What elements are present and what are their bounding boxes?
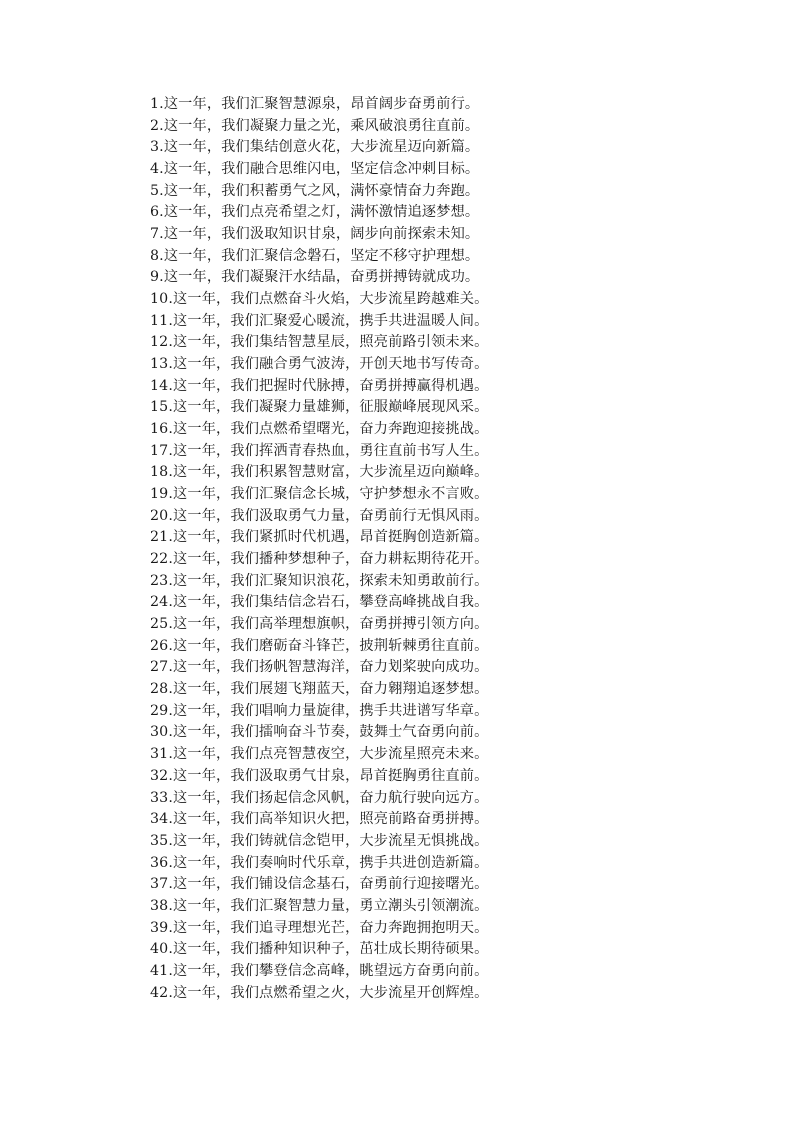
list-item: 38.这一年，我们汇聚智慧力量，勇立潮头引领潮流。 (150, 897, 489, 914)
list-item: 13.这一年，我们融合勇气波涛，开创天地书写传奇。 (150, 356, 489, 373)
list-item: 7.这一年，我们汲取知识甘泉，阔步向前探索未知。 (150, 226, 480, 243)
list-item: 35.这一年，我们铸就信念铠甲，大步流星无惧挑战。 (150, 832, 489, 849)
numbered-line-list (150, 94, 750, 1004)
list-item: 26.这一年，我们磨砺奋斗锋芒，披荆斩棘勇往直前。 (150, 637, 489, 654)
list-item: 34.这一年，我们高举知识火把，照亮前路奋勇拼搏。 (150, 811, 489, 828)
list-item: 18.这一年，我们积累智慧财富，大步流星迈向巅峰。 (150, 464, 489, 481)
list-item: 24.这一年，我们集结信念岩石，攀登高峰挑战自我。 (150, 594, 489, 611)
list-item: 1.这一年，我们汇聚智慧源泉，昂首阔步奋勇前行。 (150, 96, 480, 112)
list-item: 2.这一年，我们凝聚力量之光，乘风破浪勇往直前。 (150, 117, 480, 134)
list-item: 3.这一年，我们集结创意火花，大步流星迈向新篇。 (150, 139, 480, 156)
list-item: 20.这一年，我们汲取勇气力量，奋勇前行无惧风雨。 (150, 507, 489, 524)
list-item: 36.这一年，我们奏响时代乐章，携手共进创造新篇。 (150, 854, 489, 871)
list-item: 19.这一年，我们汇聚信念长城，守护梦想永不言败。 (150, 486, 489, 503)
list-item: 29.这一年，我们唱响力量旋律，携手共进谱写华章。 (150, 702, 489, 719)
list-item: 15.这一年，我们凝聚力量雄狮，征服巅峰展现风采。 (150, 399, 489, 416)
list-item: 39.这一年，我们追寻理想光芒，奋力奔跑拥抱明天。 (150, 919, 489, 936)
list-item: 8.这一年，我们汇聚信念磐石，坚定不移守护理想。 (150, 247, 480, 264)
list-item: 21.这一年，我们紧抓时代机遇，昂首挺胸创造新篇。 (150, 529, 489, 546)
list-item: 23.这一年，我们汇聚知识浪花，探索未知勇敢前行。 (150, 572, 489, 589)
list-item: 33.这一年，我们扬起信念风帆，奋力航行驶向远方。 (150, 789, 489, 806)
list-item: 27.这一年，我们扬帆智慧海洋，奋力划桨驶向成功。 (150, 659, 489, 676)
list-item: 25.这一年，我们高举理想旗帜，奋勇拼搏引领方向。 (150, 616, 489, 633)
list-item: 4.这一年，我们融合思维闪电，坚定信念冲刺目标。 (150, 161, 480, 178)
list-item: 10.这一年，我们点燃奋斗火焰，大步流星跨越难关。 (150, 291, 489, 308)
list-item: 5.这一年，我们积蓄勇气之风，满怀豪情奋力奔跑。 (150, 182, 480, 199)
list-item: 40.这一年，我们播种知识种子，茁壮成长期待硕果。 (150, 941, 489, 958)
list-item: 16.这一年，我们点燃希望曙光，奋力奔跑迎接挑战。 (150, 421, 489, 438)
list-item: 30.这一年，我们擂响奋斗节奏，鼓舞士气奋勇向前。 (150, 724, 489, 741)
list-item: 41.这一年，我们攀登信念高峰，眺望远方奋勇向前。 (150, 962, 489, 979)
list-item: 22.这一年，我们播种梦想种子，奋力耕耘期待花开。 (150, 551, 489, 568)
list-item: 31.这一年，我们点亮智慧夜空，大步流星照亮未来。 (150, 746, 489, 763)
list-item: 37.这一年，我们铺设信念基石，奋勇前行迎接曙光。 (150, 876, 489, 893)
list-item: 11.这一年，我们汇聚爱心暖流，携手共进温暖人间。 (150, 312, 489, 329)
list-item: 6.这一年，我们点亮希望之灯，满怀激情追逐梦想。 (150, 204, 480, 221)
list-item: 17.这一年，我们挥洒青春热血，勇往直前书写人生。 (150, 442, 489, 459)
list-item: 14.这一年，我们把握时代脉搏，奋勇拼搏赢得机遇。 (150, 377, 489, 394)
list-item: 32.这一年，我们汲取勇气甘泉，昂首挺胸勇往直前。 (150, 767, 489, 784)
list-item: 28.这一年，我们展翅飞翔蓝天，奋力翱翔追逐梦想。 (150, 681, 489, 698)
list-item: 12.这一年，我们集结智慧星辰，照亮前路引领未来。 (150, 334, 489, 351)
list-item: 42.这一年，我们点燃希望之火，大步流星开创辉煌。 (150, 984, 489, 1001)
list-item: 9.这一年，我们凝聚汗水结晶，奋勇拼搏铸就成功。 (150, 269, 480, 286)
